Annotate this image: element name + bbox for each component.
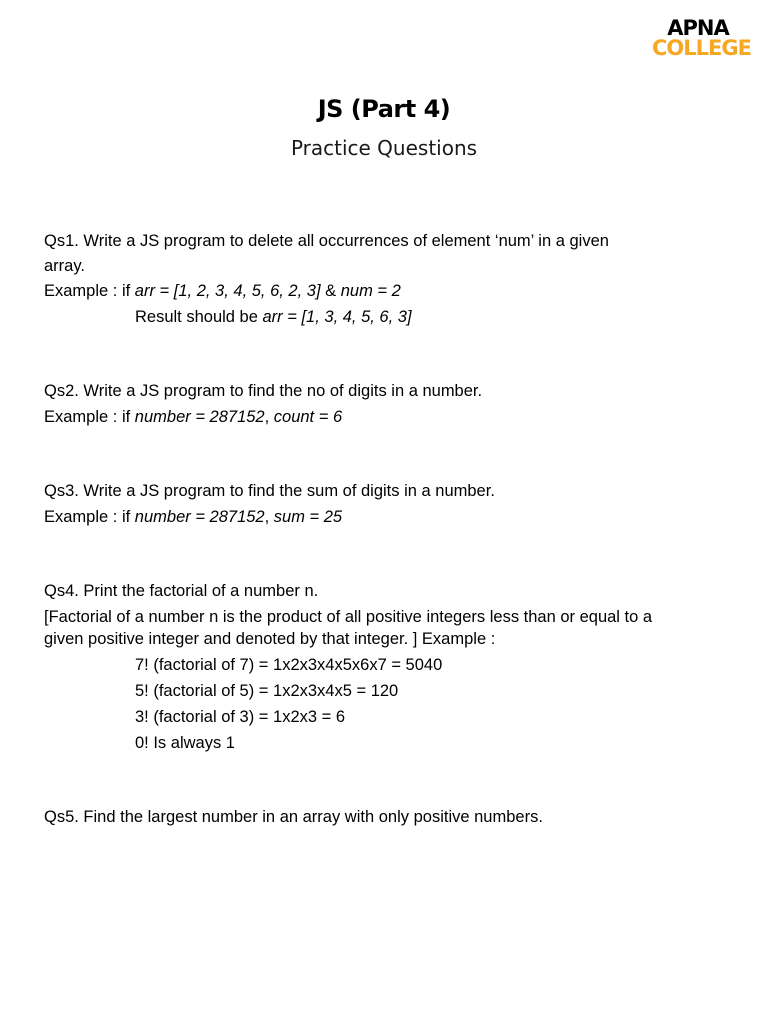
- logo-line-apna: APNA: [667, 16, 729, 40]
- q4-example-7: 7! (factorial of 7) = 1x2x3x4x5x6x7 = 5040: [135, 656, 443, 674]
- q1-example-amp: &: [320, 282, 341, 300]
- q4-example-0: 0! Is always 1: [135, 734, 235, 752]
- q1-example-arr: arr = [1, 2, 3, 4, 5, 6, 2, 3]: [134, 282, 321, 300]
- q1-text-line2: array.: [44, 257, 85, 275]
- q3-text-line1: Qs3. Write a JS program to find the sum of digits in a number.: [44, 482, 495, 500]
- page-subtitle: Practice Questions: [290, 136, 478, 160]
- q3-example-number: number = 287152: [134, 508, 265, 526]
- q3-example: [44, 507, 342, 527]
- logo-line-college: COLLEGE: [652, 36, 751, 60]
- q5-text-line1: Qs5. Find the largest number in an array with only positive numbers.: [44, 808, 543, 826]
- q4-example-3: 3! (factorial of 3) = 1x2x3 = 6: [135, 708, 346, 726]
- q4-example-5: 5! (factorial of 5) = 1x2x3x4x5 = 120: [135, 682, 399, 700]
- q1-result: [135, 307, 412, 327]
- q2-example-prefix: Example : if: [44, 408, 135, 426]
- page-title: JS (Part 4): [317, 95, 451, 123]
- q4-text-line3: given positive integer and denoted by that integer. ] Example :: [44, 630, 496, 648]
- q1-text-line1: Qs1. Write a JS program to delete all occurrences of element ‘num’ in a given: [44, 232, 609, 250]
- q3-example-sum: sum = 25: [273, 508, 343, 526]
- q1-result-prefix: Result should be: [135, 308, 263, 326]
- apna-college-logo: [652, 16, 751, 60]
- q1-example-prefix: Example : if: [44, 282, 135, 300]
- q1-example: [44, 281, 401, 301]
- q4-text-line1: Qs4. Print the factorial of a number n.: [44, 582, 319, 600]
- q2-example-number: number = 287152: [134, 408, 265, 426]
- q1-example-num: num = 2: [340, 282, 401, 300]
- q2-example-count: count = 6: [273, 408, 343, 426]
- q3-example-comma: ,: [264, 508, 274, 526]
- q4-text-line2: [Factorial of a number n is the product of all positive integers less than or equal to a: [44, 608, 653, 626]
- q2-example-comma: ,: [264, 408, 274, 426]
- q2-text-line1: Qs2. Write a JS program to find the no of digits in a number.: [44, 382, 483, 400]
- q1-result-arr: arr = [1, 3, 4, 5, 6, 3]: [262, 308, 412, 326]
- q2-example: [44, 407, 342, 427]
- q3-example-prefix: Example : if: [44, 508, 135, 526]
